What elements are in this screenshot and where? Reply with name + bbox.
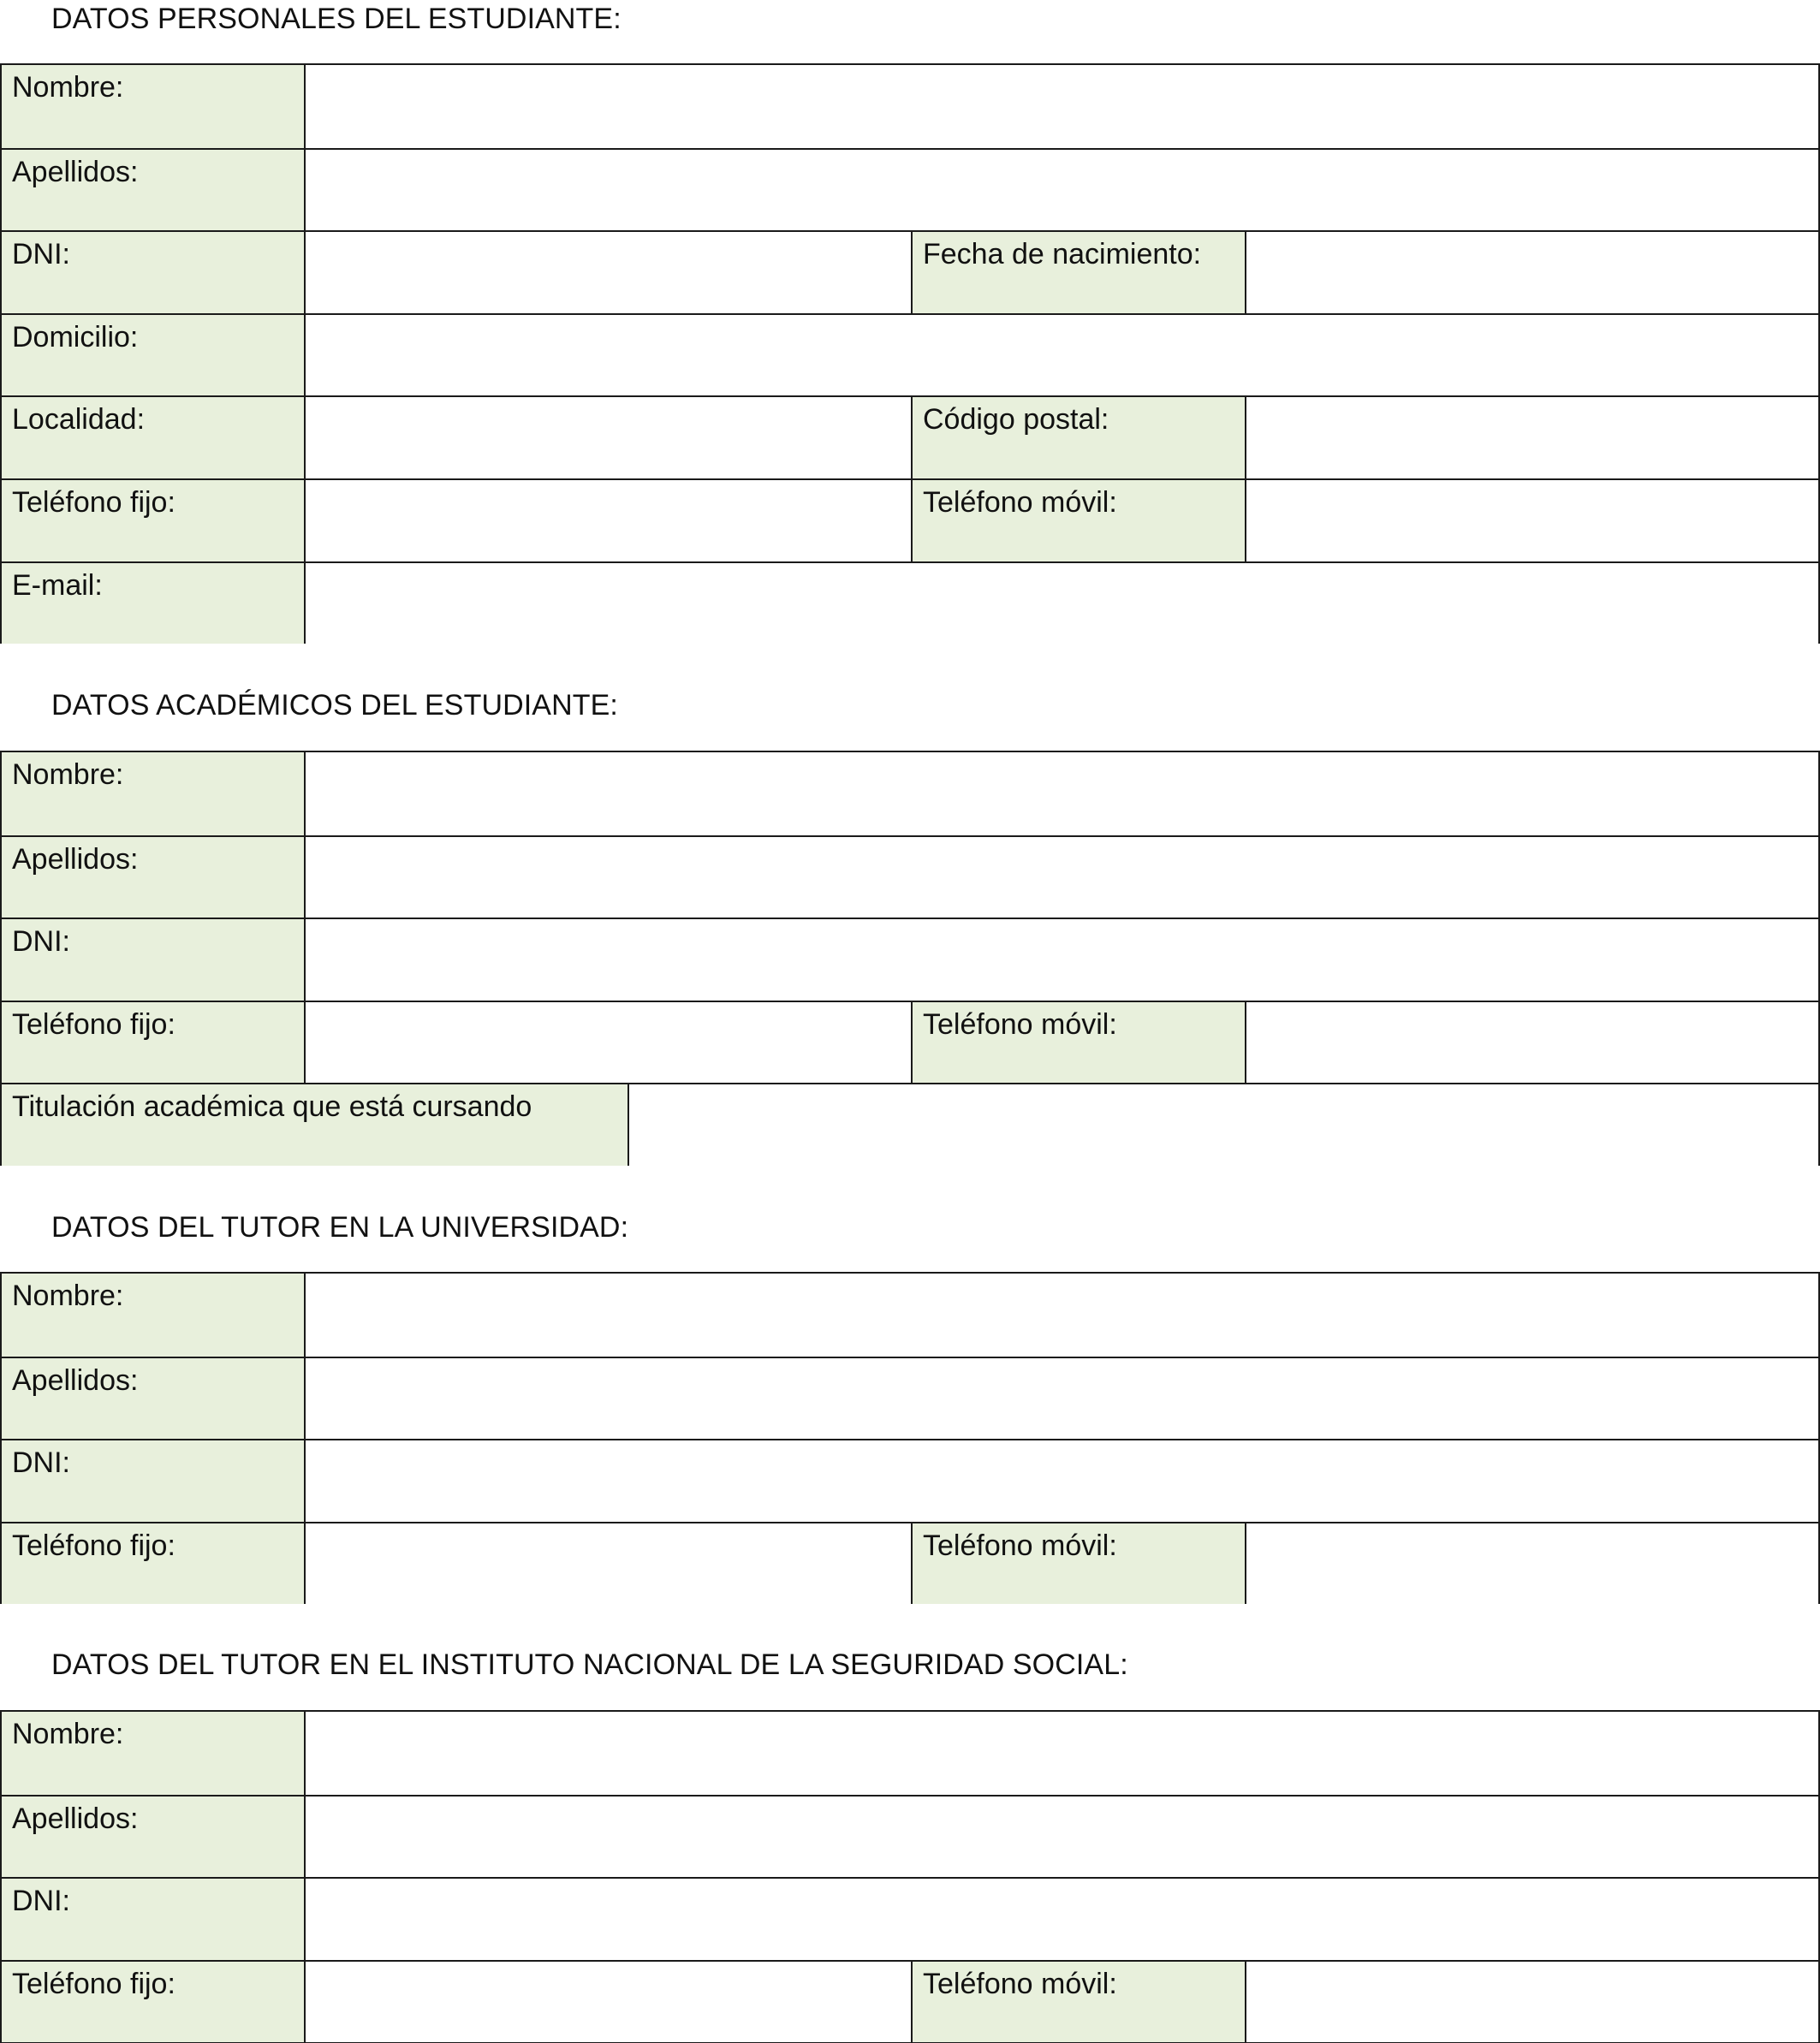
- table-row-titulacion: [2, 1083, 1818, 1166]
- telefono-movil-field[interactable]: [1245, 1002, 1818, 1084]
- label-nombre: Nombre:: [2, 1712, 304, 1795]
- label-telefono-movil: Teléfono móvil:: [911, 480, 1245, 561]
- label-telefono-movil: Teléfono móvil:: [911, 1523, 1245, 1605]
- codigo-postal-field[interactable]: [1245, 397, 1818, 478]
- table-row-domicilio: [2, 313, 1818, 396]
- table-row-dni: [2, 1439, 1818, 1522]
- table-row-telefonos: [2, 1001, 1818, 1084]
- label-codigo-postal: Código postal:: [911, 397, 1245, 478]
- apellidos-field[interactable]: [304, 837, 1818, 918]
- nombre-field[interactable]: [304, 1712, 1818, 1795]
- nombre-field[interactable]: [304, 1274, 1818, 1357]
- apellidos-field[interactable]: [304, 1358, 1818, 1440]
- label-telefono-fijo: Teléfono fijo:: [2, 1002, 304, 1084]
- table-row-apellidos: [2, 835, 1818, 918]
- localidad-field[interactable]: [304, 397, 911, 478]
- table-row-localidad: [2, 395, 1818, 478]
- label-apellidos: Apellidos:: [2, 150, 304, 231]
- label-telefono-fijo: Teléfono fijo:: [2, 480, 304, 561]
- university-tutor-table: [0, 1272, 1820, 1604]
- label-apellidos: Apellidos:: [2, 1358, 304, 1440]
- label-telefono-fijo: Teléfono fijo:: [2, 1523, 304, 1605]
- table-row-nombre: [2, 752, 1818, 835]
- academic-data-table: [0, 751, 1820, 1166]
- telefono-movil-field[interactable]: [1245, 1962, 1818, 2043]
- label-apellidos: Apellidos:: [2, 837, 304, 918]
- label-titulacion: Titulación académica que está cursando: [2, 1084, 627, 1166]
- table-row-apellidos: [2, 148, 1818, 231]
- table-row-nombre: [2, 65, 1818, 148]
- label-telefono-movil: Teléfono móvil:: [911, 1962, 1245, 2043]
- telefono-fijo-field[interactable]: [304, 1002, 911, 1084]
- label-telefono-movil: Teléfono móvil:: [911, 1002, 1245, 1084]
- section-title-personal: DATOS PERSONALES DEL ESTUDIANTE:: [51, 3, 622, 35]
- label-nombre: Nombre:: [2, 1274, 304, 1357]
- table-row-telefonos: [2, 1960, 1818, 2043]
- section-title-inss-tutor: DATOS DEL TUTOR EN EL INSTITUTO NACIONAL DE LA SEGURIDAD SOCIAL:: [51, 1648, 1128, 1681]
- label-localidad: Localidad:: [2, 397, 304, 478]
- fecha-nacimiento-field[interactable]: [1245, 232, 1818, 313]
- label-dni: DNI:: [2, 1879, 304, 1960]
- table-row-dni: [2, 918, 1818, 1001]
- label-email: E-mail:: [2, 563, 304, 644]
- telefono-movil-field[interactable]: [1245, 480, 1818, 561]
- inss-tutor-table: [0, 1710, 1820, 2043]
- label-dni: DNI:: [2, 1440, 304, 1522]
- section-title-academic: DATOS ACADÉMICOS DEL ESTUDIANTE:: [51, 689, 618, 722]
- apellidos-field[interactable]: [304, 150, 1818, 231]
- nombre-field[interactable]: [304, 65, 1818, 148]
- titulacion-field[interactable]: [627, 1084, 1818, 1166]
- table-row-nombre: [2, 1712, 1818, 1795]
- table-row-apellidos: [2, 1357, 1818, 1440]
- table-row-telefonos: [2, 478, 1818, 561]
- table-row-dni: [2, 230, 1818, 313]
- label-domicilio: Domicilio:: [2, 315, 304, 396]
- telefono-fijo-field[interactable]: [304, 480, 911, 561]
- table-row-nombre: [2, 1274, 1818, 1357]
- telefono-movil-field[interactable]: [1245, 1523, 1818, 1605]
- label-telefono-fijo: Teléfono fijo:: [2, 1962, 304, 2043]
- label-apellidos: Apellidos:: [2, 1797, 304, 1878]
- label-fecha-nacimiento: Fecha de nacimiento:: [911, 232, 1245, 313]
- label-dni: DNI:: [2, 919, 304, 1001]
- label-nombre: Nombre:: [2, 752, 304, 835]
- telefono-fijo-field[interactable]: [304, 1523, 911, 1605]
- apellidos-field[interactable]: [304, 1797, 1818, 1878]
- email-field[interactable]: [304, 563, 1818, 644]
- dni-field[interactable]: [304, 1879, 1818, 1960]
- dni-field[interactable]: [304, 919, 1818, 1001]
- dni-field[interactable]: [304, 1440, 1818, 1522]
- telefono-fijo-field[interactable]: [304, 1962, 911, 2043]
- label-nombre: Nombre:: [2, 65, 304, 148]
- domicilio-field[interactable]: [304, 315, 1818, 396]
- dni-field[interactable]: [304, 232, 911, 313]
- table-row-email: [2, 561, 1818, 644]
- label-dni: DNI:: [2, 232, 304, 313]
- section-title-university-tutor: DATOS DEL TUTOR EN LA UNIVERSIDAD:: [51, 1211, 629, 1244]
- table-row-apellidos: [2, 1795, 1818, 1878]
- personal-data-table: [0, 63, 1820, 644]
- nombre-field[interactable]: [304, 752, 1818, 835]
- table-row-dni: [2, 1877, 1818, 1960]
- table-row-telefonos: [2, 1522, 1818, 1605]
